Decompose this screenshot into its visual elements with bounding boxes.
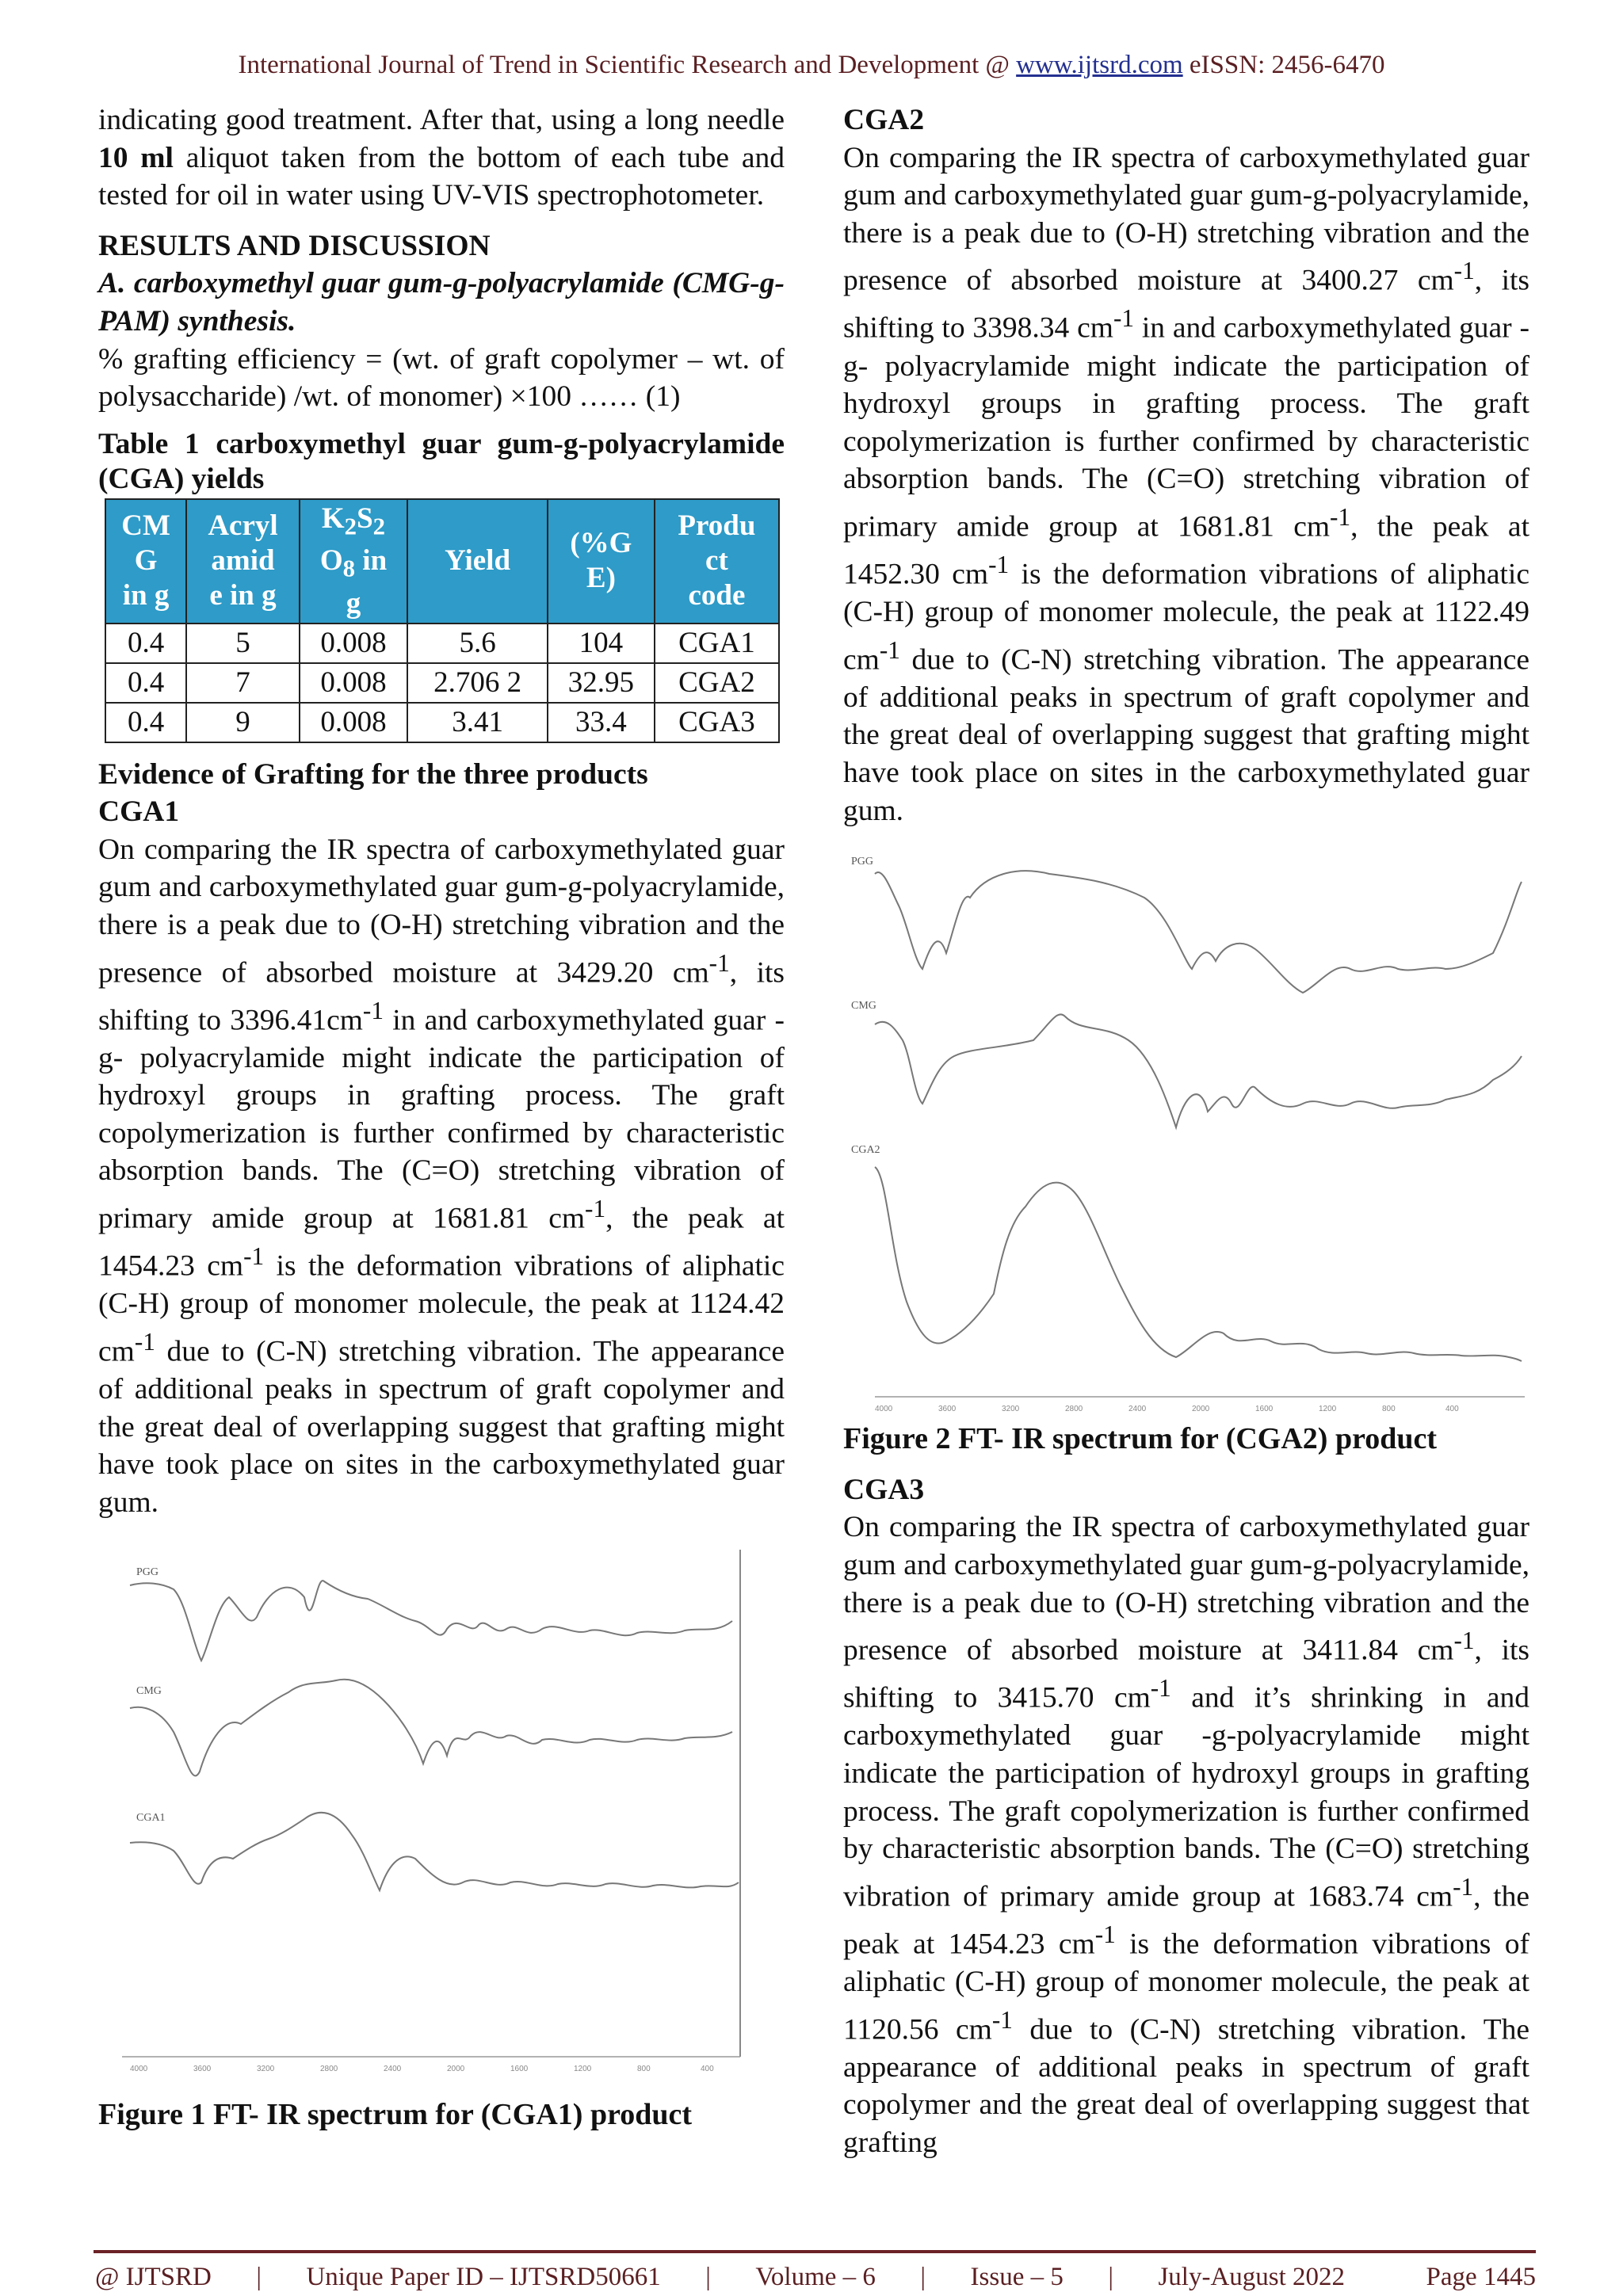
intro-paragraph bbox=[98, 101, 785, 215]
table-cell: 5.6 bbox=[407, 624, 548, 663]
x-tick: 2000 bbox=[1192, 1405, 1210, 1414]
trace-label-cga2: CGA2 bbox=[851, 1144, 880, 1157]
x-tick: 1200 bbox=[574, 2065, 592, 2074]
col-initiator: $K_2S_2$ $O_8$ in g bbox=[300, 499, 407, 624]
x-tick: 1600 bbox=[510, 2065, 529, 2074]
x-tick: 1600 bbox=[1255, 1405, 1274, 1414]
x-tick: 2800 bbox=[1065, 1405, 1083, 1414]
ftir-plot-cga1 bbox=[98, 1542, 785, 2088]
left-column bbox=[98, 101, 785, 2134]
footer-paper-id: Unique Paper ID – IJTSRD50661 bbox=[306, 2263, 661, 2291]
trace-label-pgg: PGG bbox=[851, 856, 874, 868]
intro-text-b: aliquot taken from the bottom of each tube and tested for oil in water using UV-VIS spectrophotometer. bbox=[98, 141, 785, 212]
table-cell: CGA1 bbox=[655, 624, 779, 663]
footer-rule bbox=[94, 2250, 1536, 2253]
col-product-code: Produ ct code bbox=[655, 499, 779, 624]
table-cell: 0.008 bbox=[300, 624, 407, 663]
x-tick: 3600 bbox=[938, 1405, 957, 1414]
x-tick: 2000 bbox=[447, 2065, 465, 2074]
subsection-a-heading bbox=[98, 265, 785, 340]
footer-issue: Issue – 5 bbox=[970, 2263, 1064, 2291]
table-cell: 5 bbox=[186, 624, 300, 663]
table-row bbox=[105, 624, 779, 663]
footer-separator: | bbox=[920, 2263, 926, 2291]
table-cell: 104 bbox=[548, 624, 655, 663]
yields-table bbox=[105, 498, 780, 743]
table-cell: 7 bbox=[186, 663, 300, 703]
col-cmg: CM G in g bbox=[105, 499, 186, 624]
table-caption: Table 1 carboxymethyl guar gum-g-polyacrylamide (CGA) yields bbox=[98, 427, 785, 495]
x-tick: 3200 bbox=[257, 2065, 275, 2074]
cga1-heading: CGA1 bbox=[98, 795, 180, 829]
col-ge: (%G E) bbox=[548, 499, 655, 624]
x-tick: 1200 bbox=[1319, 1405, 1337, 1414]
footer-date: July-August 2022 bbox=[1158, 2263, 1346, 2291]
figure-2-caption: Figure 2 FT- IR spectrum for (CGA2) product bbox=[843, 1422, 1438, 1456]
page-footer bbox=[95, 2263, 1536, 2292]
cga3-heading: CGA3 bbox=[843, 1473, 925, 1506]
table-cell: 0.4 bbox=[105, 703, 186, 742]
cga1-paragraph: On comparing the IR spectra of carboxymethylated guar gum and carboxymethylated guar gum-g-polyacrylamide, there is a peak due to (O-H) stretching vibration and the presence of absorbed moisture at 3429.20 $cm^{-1}$, its shifting to $3396.41cm^{-1}$ in and carboxymethylated guar -g- polyacrylamide might indicate the participation of hydroxyl groups in grafting process. The graft copolymerization is further confirmed by characteristic absorption bands. The (C=O) stretching vibration of primary amide group at 1681.81 $cm^{-1}$, the peak at 1454.23 $cm^{-1}$ is the deformation vibrations of aliphatic (C-H) group of monomer molecule, the peak at 1124.42 $cm^{-1}$ due to (C-N) stretching vibration. The appearance of additional peaks in spectrum of graft copolymer and the great deal of overlapping suggest that grafting might have took place on sites in the carboxymethylated guar gum. bbox=[98, 833, 785, 1519]
table-cell: 3.41 bbox=[407, 703, 548, 742]
table-cell: 2.706 2 bbox=[407, 663, 548, 703]
figure-2-spectrum bbox=[843, 842, 1529, 1421]
figure-1-spectrum bbox=[98, 1542, 785, 2088]
table-cell: CGA2 bbox=[655, 663, 779, 703]
trace-label-cmg: CMG bbox=[136, 1685, 162, 1698]
subsection-letter: A. bbox=[98, 267, 126, 300]
x-tick: 400 bbox=[1445, 1405, 1459, 1414]
x-tick: 2400 bbox=[1128, 1405, 1147, 1414]
x-tick: 800 bbox=[637, 2065, 651, 2074]
table-cell: 33.4 bbox=[548, 703, 655, 742]
table-cell: 0.008 bbox=[300, 703, 407, 742]
footer-journal: @ IJTSRD bbox=[95, 2263, 212, 2291]
table-cell: 0.4 bbox=[105, 624, 186, 663]
header-prefix: International Journal of Trend in Scientific Research and Development @ bbox=[238, 51, 1017, 79]
intro-bold: 10 ml bbox=[98, 141, 174, 174]
x-tick: 800 bbox=[1382, 1405, 1396, 1414]
right-column bbox=[843, 101, 1529, 2161]
col-acrylamide: Acryl amid e in g bbox=[186, 499, 300, 624]
cga2-paragraph: On comparing the IR spectra of carboxymethylated guar gum and carboxymethylated guar gum-g-polyacrylamide, there is a peak due to (O-H) stretching vibration and the presence of absorbed moisture at 3400.27 $cm^{-1}$, its shifting to 3398.34 $cm^{-1}$ in and carboxymethylated guar -g- polyacrylamide might indicate the participation of hydroxyl groups in grafting process. The graft copolymerization is further confirmed by characteristic absorption bands. The (C=O) stretching vibration of primary amide group at 1681.81 $cm^{-1}$, the peak at 1452.30 $cm^{-1}$ is the deformation vibrations of aliphatic (C-H) group of monomer molecule, the peak at 1122.49 $cm^{-1}$ due to (C-N) stretching vibration. The appearance of additional peaks in spectrum of graft copolymer and the great deal of overlapping suggest that grafting might have took place on sites in the carboxymethylated guar gum. bbox=[843, 141, 1529, 827]
table-cell: 0.008 bbox=[300, 663, 407, 703]
intro-text-a: indicating good treatment. After that, using a long needle bbox=[98, 104, 785, 136]
trace-label-cmg: CMG bbox=[851, 1000, 876, 1013]
x-tick: 400 bbox=[701, 2065, 714, 2074]
table-row bbox=[105, 703, 779, 742]
footer-separator: | bbox=[256, 2263, 262, 2291]
footer-volume: Volume – 6 bbox=[755, 2263, 876, 2291]
footer-separator: | bbox=[1108, 2263, 1113, 2291]
x-tick: 2800 bbox=[320, 2065, 338, 2074]
cga3-paragraph: On comparing the IR spectra of carboxymethylated guar gum and carboxymethylated guar gum-g-polyacrylamide, there is a peak due to (O-H) stretching vibration and the presence of absorbed moisture at 3411.84 $cm^{-1}$, its shifting to 3415.70 $cm^{-1}$ and it’s shrinking in and carboxymethylated guar -g-polyacrylamide might indicate the participation of hydroxyl groups in grafting process. The graft copolymerization is further confirmed by characteristic absorption bands. The (C=O) stretching vibration of primary amide group at 1683.74 $cm^{-1}$, the peak at 1454.23 $cm^{-1}$ is the deformation vibrations of aliphatic (C-H) group of monomer molecule, the peak at 1120.56 $cm^{-1}$ due to (C-N) stretching vibration. The appearance of additional peaks in spectrum of graft copolymer and the great deal of overlapping suggest that grafting bbox=[843, 1511, 1530, 2159]
col-yield: Yield bbox=[407, 499, 548, 624]
subsection-title: carboxymethyl guar gum-g-polyacrylamide (CMG-g-PAM) synthesis. bbox=[98, 267, 785, 338]
footer-page: Page 1445 bbox=[1426, 2263, 1536, 2291]
cga2-heading: CGA2 bbox=[843, 104, 925, 136]
x-tick: 3600 bbox=[193, 2065, 212, 2074]
grafting-formula: % grafting efficiency = (wt. of graft copolymer – wt. of polysaccharide) /wt. of monomer) ×100 …… (1) bbox=[98, 342, 785, 414]
ftir-plot-cga2 bbox=[843, 842, 1529, 1421]
table-cell: 9 bbox=[186, 703, 300, 742]
figure-1-caption: Figure 1 FT- IR spectrum for (CGA1) product bbox=[98, 2098, 693, 2132]
journal-link[interactable]: www.ijtsrd.com bbox=[1016, 51, 1183, 79]
x-tick: 2400 bbox=[384, 2065, 402, 2074]
trace-label-pgg: PGG bbox=[136, 1566, 159, 1579]
table-header-row bbox=[105, 499, 779, 624]
header-suffix: eISSN: 2456-6470 bbox=[1182, 51, 1385, 79]
evidence-heading: Evidence of Grafting for the three products bbox=[98, 757, 648, 791]
running-header bbox=[0, 51, 1623, 80]
table-cell: 32.95 bbox=[548, 663, 655, 703]
table-row bbox=[105, 663, 779, 703]
footer-separator: | bbox=[705, 2263, 711, 2291]
x-tick: 3200 bbox=[1002, 1405, 1020, 1414]
results-heading: RESULTS AND DISCUSSION bbox=[98, 229, 491, 262]
table-cell: 0.4 bbox=[105, 663, 186, 703]
x-tick: 4000 bbox=[875, 1405, 893, 1414]
table-cell: CGA3 bbox=[655, 703, 779, 742]
x-tick: 4000 bbox=[130, 2065, 148, 2074]
trace-label-cga1: CGA1 bbox=[136, 1812, 166, 1825]
